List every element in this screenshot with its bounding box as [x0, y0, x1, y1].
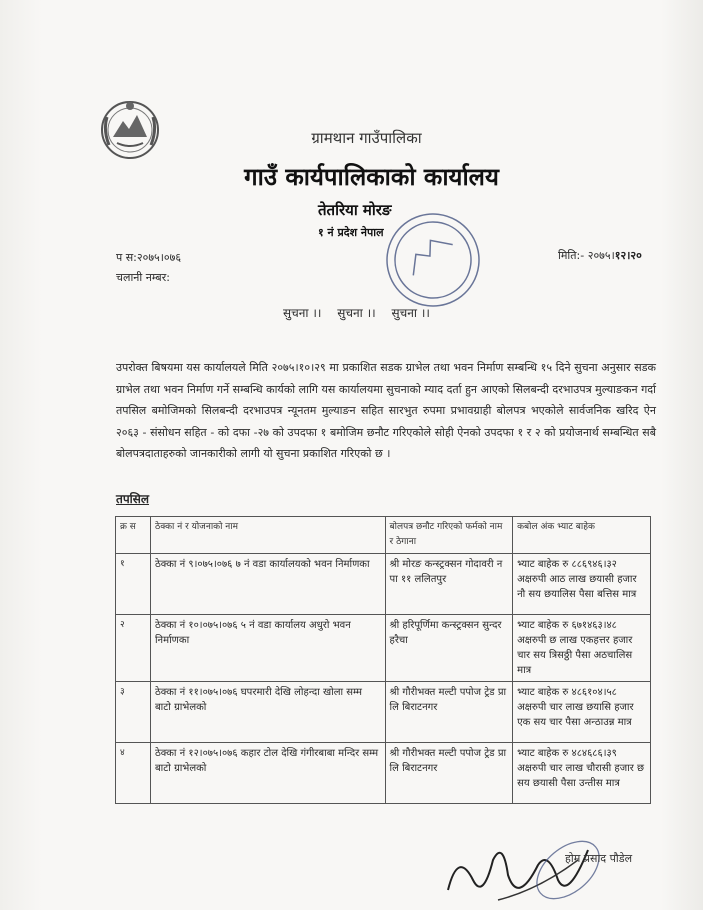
table-header-row	[116, 517, 651, 554]
schedule-label: तपसिल	[116, 492, 150, 506]
amount-cell: भ्याट बाहेक रु ८८६९४६।३२ अक्षरुपी आठ लाख छयासी हजार नौ सय छयालिस पैसा बत्तिस मात्र	[513, 554, 651, 615]
table-row	[116, 682, 651, 743]
table-row	[116, 743, 651, 804]
dispatch-number: चलानी नम्बर:	[116, 271, 170, 284]
schedule-table	[115, 516, 651, 804]
column-header: बोलपत्र छनौट गरिएको फर्मको नाम र ठेगाना	[385, 517, 513, 554]
project-cell: ठेक्का नं ९।०७५।०७६ ७ नं वडा कार्यालयको भवन निर्माणका	[150, 554, 385, 615]
signatory-name: होम प्रसाद पौडेल	[565, 852, 633, 865]
notice-body: उपरोक्त बिषयमा यस कार्यालयले मिति २०७५।१०।२९ मा प्रकाशित सडक ग्राभेल तथा भवन निर्माण सम्बन्धि १५ दिने सुचना अनुसार सडक ग्राभेल तथा भवन निर्माण गर्ने सम्बन्धि कार्यको लागि यस कार्यालयमा सुचनाको म्याद दर्ता हुन आएको सिलबन्दी दरभाउपत्र मुल्याङकन गर्दा तपसिल बमोजिमको सिलबन्दी दरभाउपत्र न्यूनतम मुल्याङन सहित सारभुत रुपमा प्रभावग्राही बोलपत्र भएकोले सार्वजनिक खरिद ऐन २०६३ - संसोधन सहित - को दफा -२७ को उपदफा १ बमोजिम छनौट गरिएकोले सोही ऐनको उपदफा १ र २ को प्रयोजनार्थ सम्बन्धित सबै बोलपत्रदाताहरुको जानकारीको लागी यो सुचना प्रकाशित गरिएको छ ।	[116, 361, 656, 460]
serial-cell: ४	[116, 743, 151, 804]
project-cell: ठेक्का नं ११।०७५।०७६ घपरमारी देखि लोहन्दा खोला सम्म बाटो ग्राभेलको	[150, 682, 385, 743]
column-header: कबोल अंक भ्याट बाहेक	[513, 517, 651, 554]
date-label: मिति:- २०७५।	[558, 249, 615, 262]
amount-cell: भ्याट बाहेक रु ४८६१०४।५८ अक्षरुपी चार लाख छयासि हजार एक सय चार पैसा अन्ठाउन्न मात्र	[513, 682, 651, 743]
amount-cell: भ्याट बाहेक रु ६७१४६३।४८ अक्षरुपी छ लाख एकहत्तर हजार चार सय त्रिसठ्ठी पैसा अठचालिस मात्र	[513, 615, 651, 682]
province-name: १ नं प्रदेश नेपाल	[318, 226, 384, 239]
table-row	[116, 615, 651, 682]
project-cell: ठेक्का नं १२।०७५।०७६ कहार टोल देखि गंगीरबाबा मन्दिर सम्म बाटो ग्राभेलको	[150, 743, 385, 804]
notice-word: सुचना ।।	[391, 306, 430, 320]
table-row	[116, 554, 651, 615]
office-title: गाउँ कार्यपालिकाको कार्यालय	[244, 163, 499, 191]
serial-cell: २	[116, 615, 151, 682]
amount-cell: भ्याट बाहेक रु ४८४६८६।३९ अक्षरुपी चार लाख चौरासी हजार छ सय छयासी पैसा उन्तीस मात्र	[513, 743, 651, 804]
notice-word: सुचना ।।	[337, 306, 376, 320]
column-header: ठेक्का नं र योजनाको नाम	[150, 517, 385, 554]
firm-cell: श्री मोरङ कन्स्ट्रक्सन गोदावरी न पा ११ ललितपुर	[385, 554, 513, 615]
project-cell: ठेक्का नं १०।०७५।०७६ ५ नं वडा कार्यालय अधुरो भवन निर्माणका	[150, 615, 385, 682]
firm-cell: श्री गौरीभक्त मल्टी पपोज ट्रेड प्रा लि बिराटनगर	[385, 743, 513, 804]
column-header: क्र स	[116, 517, 151, 554]
serial-cell: ३	[116, 682, 151, 743]
serial-cell: १	[116, 554, 151, 615]
date	[558, 248, 642, 263]
notice-heading	[0, 304, 703, 321]
date-value: १२।२०	[614, 249, 642, 262]
municipality-name: ग्रामथान गाउँपालिका	[311, 129, 422, 147]
firm-cell: श्री गौरीभक्त मल्टी पपोज ट्रेड प्रा लि बिराटनगर	[385, 682, 513, 743]
notice-word: सुचना ।।	[283, 306, 322, 320]
firm-cell: श्री हरिपूर्णिमा कन्स्ट्रक्सन सुन्दर हरैचा	[385, 615, 513, 682]
reference-number: प स:२०७५।०७६	[116, 251, 182, 264]
office-stamp-icon	[378, 205, 488, 315]
place-name: तेतरिया मोरङ	[318, 201, 392, 219]
